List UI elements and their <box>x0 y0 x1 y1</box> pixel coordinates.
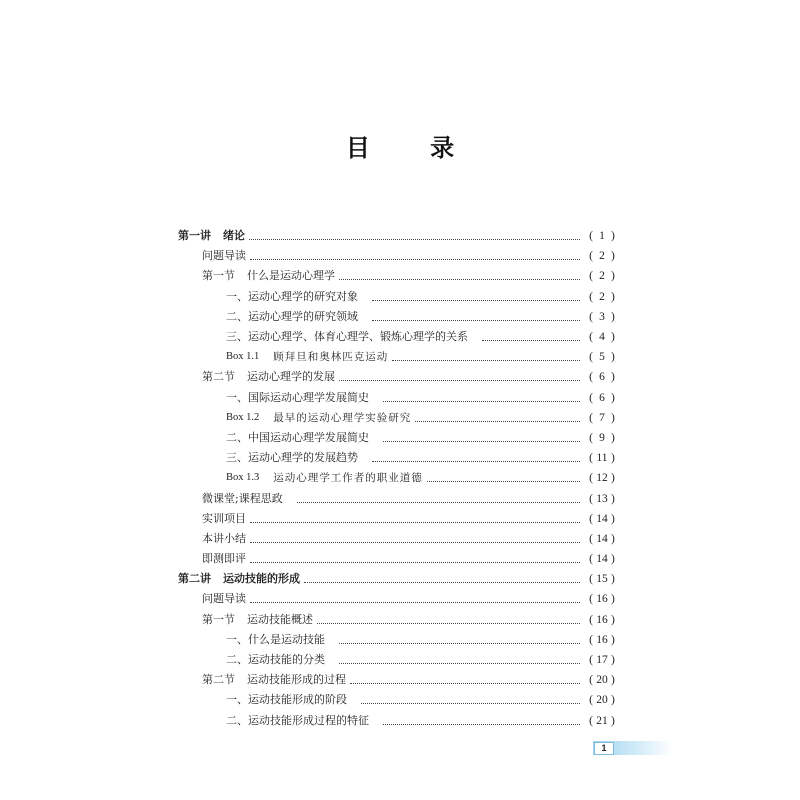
toc-subsection-entry <box>178 287 620 307</box>
toc-entry-title: 二、运动技能形成过程的特征 <box>226 713 369 727</box>
toc-entry-title: 二、中国运动心理学发展简史 <box>226 430 369 444</box>
toc-entry-label <box>226 347 388 367</box>
toc-page-number: (14) <box>584 529 620 549</box>
toc-entry-title: 最早的运动心理学实验研究 <box>273 411 412 424</box>
toc-entry-label <box>202 549 246 569</box>
toc-page-number: (6) <box>584 388 620 408</box>
toc-subsection-entry <box>178 711 620 731</box>
toc-page-value: 2 <box>599 290 605 303</box>
dot-leader <box>250 258 580 260</box>
toc-page-number: (20) <box>584 690 620 710</box>
toc-entry-title: 运动技能的形成 <box>223 572 300 586</box>
toc-page-number: (2) <box>584 246 620 266</box>
toc-entry-label <box>226 448 358 468</box>
dot-leader <box>339 642 580 644</box>
dot-leader <box>297 501 580 503</box>
toc-page-number: (4) <box>584 327 620 347</box>
toc-section-entry <box>178 610 620 630</box>
toc-entry-label <box>202 589 246 609</box>
toc-entry-label <box>226 711 369 731</box>
toc-entry-title: 本讲小结 <box>202 531 246 545</box>
toc-entry-label <box>226 287 358 307</box>
toc-entry-label <box>202 509 246 529</box>
toc-section-entry <box>178 509 620 529</box>
dot-leader <box>383 400 580 402</box>
dot-leader <box>250 541 580 543</box>
toc-page-value: 14 <box>596 553 608 566</box>
dot-leader <box>372 299 580 301</box>
toc-subsection-entry <box>178 468 620 488</box>
toc-entry-title: 问题导读 <box>202 249 246 263</box>
toc-entry-title: 绪论 <box>223 229 245 243</box>
toc-subsection-entry <box>178 428 620 448</box>
page-number-badge <box>593 741 673 755</box>
toc-entry-label <box>202 367 335 387</box>
toc-page-value: 2 <box>599 250 605 263</box>
toc-entry-number: Box 1.3 <box>226 472 260 484</box>
dot-leader <box>383 723 580 725</box>
dot-leader <box>372 319 580 321</box>
toc-page-value: 4 <box>599 331 605 344</box>
dot-leader <box>361 702 580 704</box>
dot-leader <box>350 682 580 684</box>
toc-page-number: (17) <box>584 650 620 670</box>
toc-page-number: (3) <box>584 307 620 327</box>
toc-subsection-entry <box>178 408 620 428</box>
toc-page-value: 20 <box>596 694 608 707</box>
toc-page-value: 12 <box>596 472 608 485</box>
toc-page-number: (7) <box>584 408 620 428</box>
toc-page-value: 15 <box>596 573 608 586</box>
toc-entry-label <box>226 307 358 327</box>
toc-page-value: 6 <box>599 391 605 404</box>
toc-page-number: (15) <box>584 569 620 589</box>
dot-leader <box>250 601 580 603</box>
toc-page-value: 5 <box>599 351 605 364</box>
toc-entry-title: 一、什么是运动技能 <box>226 632 325 646</box>
toc-page-number: (14) <box>584 509 620 529</box>
toc-subsection-entry <box>178 307 620 327</box>
dot-leader <box>339 379 580 381</box>
toc-entry-label <box>226 468 423 488</box>
toc-subsection-entry <box>178 388 620 408</box>
toc-page-value: 14 <box>596 532 608 545</box>
dot-leader <box>304 581 580 583</box>
toc-page-value: 16 <box>596 633 608 646</box>
toc-entry-label <box>226 630 325 650</box>
toc-entry-label <box>226 690 347 710</box>
toc-entry-number: 第一节 <box>202 612 235 626</box>
dot-leader <box>317 622 580 624</box>
toc-section-entry <box>178 549 620 569</box>
toc-entry-label <box>202 266 335 286</box>
toc-page-number: (16) <box>584 610 620 630</box>
dot-leader <box>383 440 580 442</box>
dot-leader <box>427 480 580 482</box>
page-number: 1 <box>594 742 614 755</box>
toc-subsection-entry <box>178 650 620 670</box>
toc-section-entry <box>178 670 620 690</box>
toc-entry-label <box>178 226 245 246</box>
toc-entry-label <box>226 428 369 448</box>
toc-entry-title: 运动心理学的发展 <box>247 370 335 384</box>
dot-leader <box>392 359 580 361</box>
dot-leader <box>249 238 580 240</box>
toc-page-number: (9) <box>584 428 620 448</box>
toc-page-value: 20 <box>596 674 608 687</box>
toc-entry-label <box>202 610 313 630</box>
toc-page-number: (21) <box>584 711 620 731</box>
toc-section-entry <box>178 488 620 508</box>
toc-subsection-entry <box>178 448 620 468</box>
dot-leader <box>339 278 580 280</box>
toc-chapter-entry <box>178 226 620 246</box>
toc-page-number: (16) <box>584 589 620 609</box>
toc-page-value: 7 <box>599 411 605 424</box>
toc-page-number: (1) <box>584 226 620 246</box>
toc-page-number: (16) <box>584 630 620 650</box>
toc-entry-number: 第一节 <box>202 269 235 283</box>
toc-page-value: 2 <box>599 270 605 283</box>
toc-page-value: 14 <box>596 512 608 525</box>
toc-entry-label <box>226 327 468 347</box>
page-title: 目 录 <box>345 134 481 162</box>
toc-subsection-entry <box>178 630 620 650</box>
toc-section-entry <box>178 266 620 286</box>
toc-page-value: 16 <box>596 593 608 606</box>
toc-section-entry <box>178 589 620 609</box>
toc-subsection-entry <box>178 690 620 710</box>
toc-entry-number: Box 1.2 <box>226 411 260 423</box>
toc-page-number: (5) <box>584 347 620 367</box>
toc-page-number: (2) <box>584 287 620 307</box>
toc-page-value: 3 <box>599 310 605 323</box>
toc-entry-label <box>226 650 325 670</box>
dot-leader <box>339 662 580 664</box>
toc-entry-title: 三、运动心理学的发展趋势 <box>226 451 358 465</box>
toc-page-value: 16 <box>596 613 608 626</box>
toc-entry-title: 运动技能形成的过程 <box>247 673 346 687</box>
toc-entry-title: 实训项目 <box>202 511 246 525</box>
toc-entry-title: 即测即评 <box>202 552 246 566</box>
toc-page-value: 6 <box>599 371 605 384</box>
toc-page-number: (14) <box>584 549 620 569</box>
toc-page-number: (11) <box>584 448 620 468</box>
toc-entry-label <box>178 569 300 589</box>
toc-entry-number: 第二讲 <box>178 572 211 586</box>
dot-leader <box>415 420 580 422</box>
toc-page-value: 21 <box>596 714 608 727</box>
toc-entry-number: Box 1.1 <box>226 351 260 363</box>
toc-entry-title: 一、运动心理学的研究对象 <box>226 289 358 303</box>
toc-page-number: (13) <box>584 489 620 509</box>
dot-leader <box>250 521 580 523</box>
dot-leader <box>482 339 580 341</box>
table-of-contents <box>178 226 620 731</box>
toc-entry-label <box>202 246 246 266</box>
toc-entry-title: 一、国际运动心理学发展简史 <box>226 390 369 404</box>
dot-leader <box>372 460 580 462</box>
toc-entry-title: 二、运动心理学的研究领域 <box>226 309 358 323</box>
toc-entry-title: 运动技能概述 <box>247 612 313 626</box>
dot-leader <box>250 561 580 563</box>
toc-section-entry <box>178 367 620 387</box>
toc-page-value: 11 <box>596 452 608 465</box>
toc-entry-title: 什么是运动心理学 <box>247 269 335 283</box>
toc-page-value: 17 <box>596 654 608 667</box>
toc-entry-title: 三、运动心理学、体育心理学、锻炼心理学的关系 <box>226 330 468 344</box>
toc-section-entry <box>178 529 620 549</box>
toc-page-value: 1 <box>599 230 605 243</box>
toc-section-entry <box>178 246 620 266</box>
toc-entry-label <box>202 670 346 690</box>
toc-entry-label <box>202 489 283 509</box>
toc-page-value: 13 <box>596 492 608 505</box>
toc-entry-number: 第一讲 <box>178 229 211 243</box>
toc-page-number: (2) <box>584 266 620 286</box>
toc-entry-title: 二、运动技能的分类 <box>226 653 325 667</box>
toc-subsection-entry <box>178 327 620 347</box>
toc-entry-label <box>202 529 246 549</box>
toc-subsection-entry <box>178 347 620 367</box>
toc-entry-title: 顾拜旦和奥林匹克运动 <box>273 351 389 364</box>
toc-entry-number: 第二节 <box>202 370 235 384</box>
toc-page-number: (12) <box>584 468 620 488</box>
toc-entry-label <box>226 388 369 408</box>
toc-entry-label <box>226 408 411 428</box>
toc-page-value: 9 <box>599 431 605 444</box>
toc-entry-title: 一、运动技能形成的阶段 <box>226 693 347 707</box>
toc-entry-title: 问题导读 <box>202 592 246 606</box>
toc-chapter-entry <box>178 569 620 589</box>
toc-page-number: (20) <box>584 670 620 690</box>
toc-entry-number: 第二节 <box>202 673 235 687</box>
toc-entry-title: 运动心理学工作者的职业道德 <box>273 472 423 485</box>
toc-entry-title: 微课堂;课程思政 <box>202 491 283 505</box>
toc-page-number: (6) <box>584 367 620 387</box>
